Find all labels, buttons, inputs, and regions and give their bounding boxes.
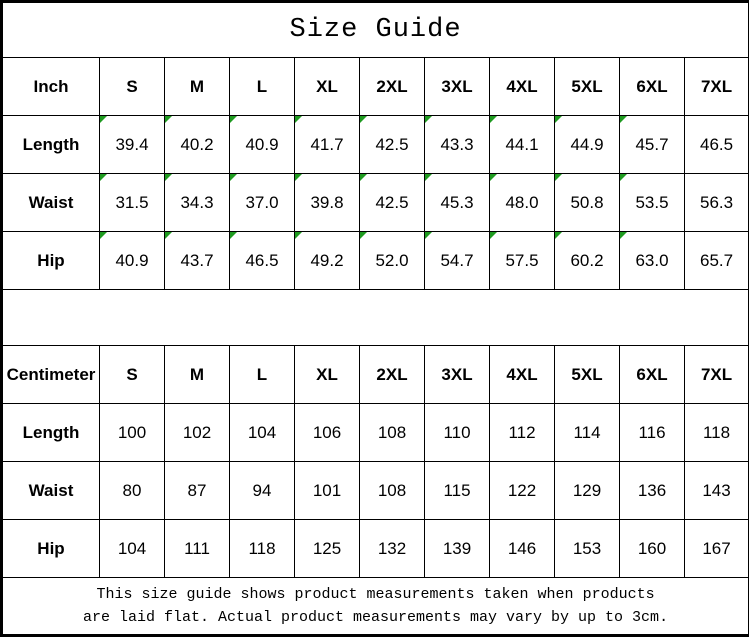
cell-value: 104 <box>118 539 146 558</box>
size-header: 4XL <box>490 58 555 116</box>
cell-value: 87 <box>188 481 207 500</box>
cell-value: 114 <box>573 423 600 442</box>
measurement-cell <box>685 174 749 232</box>
measurement-cell <box>555 116 620 174</box>
measurement-cell <box>100 116 165 174</box>
cell-value: 118 <box>248 539 275 558</box>
corner-marker-icon <box>490 174 497 181</box>
measurement-cell <box>295 232 360 290</box>
measurement-cell <box>620 232 685 290</box>
corner-marker-icon <box>620 232 627 239</box>
cell-value: 111 <box>184 539 210 558</box>
measurement-cell <box>685 404 749 462</box>
measurement-cell <box>165 116 230 174</box>
cell-value: 31.5 <box>115 193 148 212</box>
measurement-cell <box>230 174 295 232</box>
measurement-cell <box>295 520 360 578</box>
cell-value: 34.3 <box>180 193 213 212</box>
cell-value: 45.3 <box>440 193 473 212</box>
cell-value: 112 <box>508 423 535 442</box>
corner-marker-icon <box>620 116 627 123</box>
cell-value: 37.0 <box>245 193 278 212</box>
size-header: XL <box>295 58 360 116</box>
size-header: S <box>100 58 165 116</box>
row-label: Length <box>2 116 100 174</box>
footer-note-line: are laid flat. Actual product measurements may vary by up to 3cm. <box>3 606 748 629</box>
cell-value: 44.1 <box>505 135 538 154</box>
row-label: Hip <box>2 232 100 290</box>
corner-marker-icon <box>295 116 302 123</box>
row-label: Waist <box>2 174 100 232</box>
size-header: L <box>230 346 295 404</box>
size-header: XL <box>295 346 360 404</box>
cell-value: 45.7 <box>635 135 668 154</box>
cell-value: 146 <box>508 539 536 558</box>
size-header: 7XL <box>685 58 749 116</box>
corner-marker-icon <box>100 232 107 239</box>
measurement-cell <box>295 116 360 174</box>
measurement-cell <box>490 404 555 462</box>
unit-header-inch: Inch <box>2 58 100 116</box>
cell-value: 110 <box>443 423 470 442</box>
measurement-cell <box>425 404 490 462</box>
inch-waist-row <box>2 174 749 232</box>
size-header: M <box>165 346 230 404</box>
measurement-cell <box>490 116 555 174</box>
measurement-cell <box>620 520 685 578</box>
inch-length-row <box>2 116 749 174</box>
size-header: 7XL <box>685 346 749 404</box>
measurement-cell <box>555 520 620 578</box>
row-label: Waist <box>2 462 100 520</box>
measurement-cell <box>490 232 555 290</box>
corner-marker-icon <box>100 116 107 123</box>
measurement-cell <box>555 232 620 290</box>
cell-value: 167 <box>702 539 730 558</box>
measurement-cell <box>165 232 230 290</box>
row-label: Length <box>2 404 100 462</box>
corner-marker-icon <box>360 116 367 123</box>
cell-value: 136 <box>638 481 666 500</box>
measurement-cell <box>295 404 360 462</box>
cell-value: 42.5 <box>375 193 408 212</box>
measurement-cell <box>620 116 685 174</box>
footer-note <box>2 578 749 636</box>
corner-marker-icon <box>100 174 107 181</box>
cm-header-row <box>2 346 749 404</box>
measurement-cell <box>490 520 555 578</box>
measurement-cell <box>165 520 230 578</box>
size-header: S <box>100 346 165 404</box>
measurement-cell <box>555 404 620 462</box>
cell-value: 56.3 <box>700 193 733 212</box>
measurement-cell <box>165 462 230 520</box>
measurement-cell <box>685 462 749 520</box>
cell-value: 42.5 <box>375 135 408 154</box>
cell-value: 48.0 <box>505 193 538 212</box>
cell-value: 44.9 <box>570 135 603 154</box>
measurement-cell <box>425 520 490 578</box>
cell-value: 40.2 <box>180 135 213 154</box>
corner-marker-icon <box>620 174 627 181</box>
corner-marker-icon <box>425 174 432 181</box>
size-header: 4XL <box>490 346 555 404</box>
cell-value: 104 <box>248 423 276 442</box>
corner-marker-icon <box>425 232 432 239</box>
cell-value: 101 <box>313 481 341 500</box>
cm-hip-row <box>2 520 749 578</box>
measurement-cell <box>230 462 295 520</box>
corner-marker-icon <box>230 174 237 181</box>
cell-value: 106 <box>313 423 341 442</box>
corner-marker-icon <box>165 232 172 239</box>
corner-marker-icon <box>490 232 497 239</box>
cell-value: 143 <box>702 481 730 500</box>
measurement-cell <box>100 174 165 232</box>
cell-value: 122 <box>508 481 536 500</box>
cell-value: 108 <box>378 481 406 500</box>
cell-value: 139 <box>443 539 471 558</box>
cell-value: 39.8 <box>310 193 343 212</box>
measurement-cell <box>100 520 165 578</box>
size-header: L <box>230 58 295 116</box>
size-header: 2XL <box>360 58 425 116</box>
cell-value: 108 <box>378 423 406 442</box>
cell-value: 60.2 <box>570 251 603 270</box>
corner-marker-icon <box>490 116 497 123</box>
spacer-row <box>2 290 749 346</box>
title-row <box>2 2 749 58</box>
measurement-cell <box>685 520 749 578</box>
cell-value: 46.5 <box>700 135 733 154</box>
measurement-cell <box>230 404 295 462</box>
corner-marker-icon <box>360 174 367 181</box>
cell-value: 43.7 <box>180 251 213 270</box>
cell-value: 160 <box>638 539 666 558</box>
cell-value: 46.5 <box>245 251 278 270</box>
measurement-cell <box>620 174 685 232</box>
cell-value: 102 <box>183 423 211 442</box>
measurement-cell <box>230 520 295 578</box>
measurement-cell <box>490 462 555 520</box>
measurement-cell <box>100 232 165 290</box>
cell-value: 41.7 <box>310 135 343 154</box>
measurement-cell <box>425 462 490 520</box>
cm-length-row <box>2 404 749 462</box>
measurement-cell <box>620 462 685 520</box>
unit-header-centimeter: Centimeter <box>2 346 100 404</box>
cell-value: 115 <box>443 481 470 500</box>
cell-value: 49.2 <box>310 251 343 270</box>
row-label: Hip <box>2 520 100 578</box>
size-header: 3XL <box>425 346 490 404</box>
measurement-cell <box>360 462 425 520</box>
corner-marker-icon <box>295 232 302 239</box>
corner-marker-icon <box>555 116 562 123</box>
spacer-cell <box>2 290 749 346</box>
corner-marker-icon <box>425 116 432 123</box>
corner-marker-icon <box>555 174 562 181</box>
measurement-cell <box>295 462 360 520</box>
measurement-cell <box>490 174 555 232</box>
measurement-cell <box>425 232 490 290</box>
cell-value: 118 <box>703 423 730 442</box>
corner-marker-icon <box>165 174 172 181</box>
cell-value: 39.4 <box>115 135 148 154</box>
cell-value: 100 <box>118 423 146 442</box>
corner-marker-icon <box>555 232 562 239</box>
page-title: Size Guide <box>2 2 749 58</box>
measurement-cell <box>165 404 230 462</box>
cell-value: 129 <box>573 481 601 500</box>
size-header: 2XL <box>360 346 425 404</box>
measurement-cell <box>360 232 425 290</box>
cell-value: 80 <box>123 481 142 500</box>
cell-value: 94 <box>253 481 272 500</box>
measurement-cell <box>360 174 425 232</box>
footer-row <box>2 578 749 636</box>
cell-value: 54.7 <box>440 251 473 270</box>
measurement-cell <box>685 116 749 174</box>
measurement-cell <box>425 116 490 174</box>
measurement-cell <box>360 520 425 578</box>
measurement-cell <box>360 116 425 174</box>
cell-value: 53.5 <box>635 193 668 212</box>
measurement-cell <box>100 404 165 462</box>
cell-value: 40.9 <box>115 251 148 270</box>
cell-value: 132 <box>378 539 406 558</box>
measurement-cell <box>360 404 425 462</box>
size-header: M <box>165 58 230 116</box>
cm-waist-row <box>2 462 749 520</box>
cell-value: 50.8 <box>570 193 603 212</box>
size-header: 3XL <box>425 58 490 116</box>
cell-value: 40.9 <box>245 135 278 154</box>
measurement-cell <box>165 174 230 232</box>
measurement-cell <box>100 462 165 520</box>
cell-value: 57.5 <box>505 251 538 270</box>
inch-header-row <box>2 58 749 116</box>
corner-marker-icon <box>360 232 367 239</box>
measurement-cell <box>295 174 360 232</box>
measurement-cell <box>555 174 620 232</box>
cell-value: 116 <box>638 423 665 442</box>
corner-marker-icon <box>230 116 237 123</box>
inch-hip-row <box>2 232 749 290</box>
measurement-cell <box>230 232 295 290</box>
cell-value: 125 <box>313 539 341 558</box>
size-header: 6XL <box>620 346 685 404</box>
cell-value: 153 <box>573 539 601 558</box>
footer-note-line: This size guide shows product measurements taken when products <box>3 583 748 606</box>
measurement-cell <box>685 232 749 290</box>
measurement-cell <box>555 462 620 520</box>
cell-value: 63.0 <box>635 251 668 270</box>
measurement-cell <box>425 174 490 232</box>
corner-marker-icon <box>295 174 302 181</box>
measurement-cell <box>230 116 295 174</box>
size-header: 5XL <box>555 58 620 116</box>
cell-value: 43.3 <box>440 135 473 154</box>
cell-value: 52.0 <box>375 251 408 270</box>
measurement-cell <box>620 404 685 462</box>
size-header: 5XL <box>555 346 620 404</box>
size-header: 6XL <box>620 58 685 116</box>
corner-marker-icon <box>230 232 237 239</box>
corner-marker-icon <box>165 116 172 123</box>
cell-value: 65.7 <box>700 251 733 270</box>
